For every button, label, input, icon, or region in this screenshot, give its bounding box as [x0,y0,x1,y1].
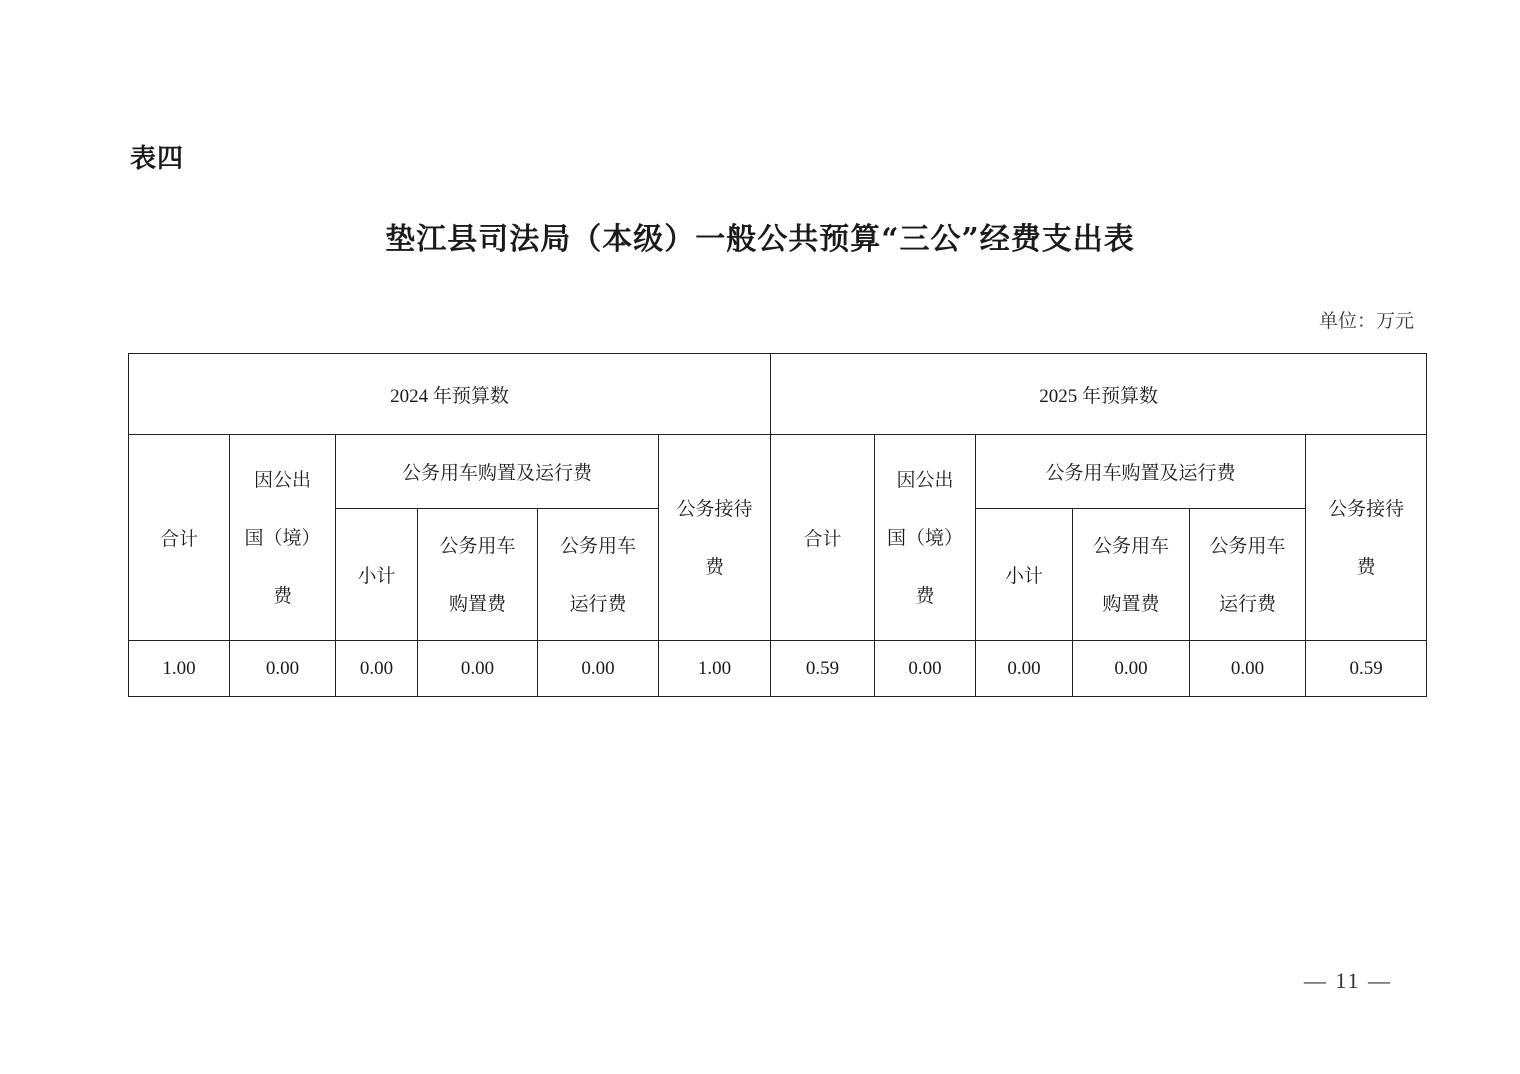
header-purchase-2025 [1073,509,1190,641]
value-abroad-2025: 0.00 [875,641,976,697]
table-label: 表四 [130,144,185,174]
table-row [129,641,1427,697]
header-operation-2025 [1190,509,1306,641]
header-purchase-2024 [418,509,538,641]
year-2024-header: 2024 年预算数 [129,354,771,435]
column-header-row [129,435,1427,509]
header-abroad-line: 因公出 [896,468,954,491]
page-number: — 11 — [1303,968,1392,993]
value-subtotal-2024: 0.00 [336,641,418,697]
header-operation-line: 运行费 [569,592,627,615]
header-purchase-line: 公务用车 [439,534,516,557]
header-abroad-line: 费 [272,584,292,607]
header-reception-line: 公务接待 [1328,497,1405,520]
header-operation-line: 公务用车 [559,534,636,557]
value-subtotal-2025: 0.00 [976,641,1073,697]
header-reception-2025 [1306,435,1427,641]
header-total-2025: 合计 [771,435,875,641]
unit-note: 单位：万元 [1318,310,1414,332]
header-vehicle-group-2024: 公务用车购置及运行费 [336,435,659,509]
header-abroad-2024 [230,435,336,641]
value-operation-2025: 0.00 [1190,641,1306,697]
value-reception-2025: 0.59 [1306,641,1427,697]
header-abroad-2025 [875,435,976,641]
header-subtotal-2025: 小计 [976,509,1073,641]
value-abroad-2024: 0.00 [230,641,336,697]
header-subtotal-2024: 小计 [336,509,418,641]
header-vehicle-group-2025: 公务用车购置及运行费 [976,435,1306,509]
header-abroad-line: 国（境） [887,526,964,549]
header-operation-2024 [538,509,659,641]
value-operation-2024: 0.00 [538,641,659,697]
document-title: 垫江县司法局（本级）一般公共预算“三公”经费支出表 [385,222,1135,257]
value-purchase-2025: 0.00 [1073,641,1190,697]
header-reception-line: 费 [705,555,725,578]
value-total-2025: 0.59 [771,641,875,697]
year-header-row [129,354,1427,435]
header-reception-line: 费 [1356,555,1376,578]
header-reception-2024 [659,435,771,641]
header-operation-line: 公务用车 [1209,534,1286,557]
header-total-2024: 合计 [129,435,230,641]
three-public-expenses-table [128,353,1427,697]
header-purchase-line: 购置费 [1102,592,1160,615]
header-abroad-line: 国（境） [244,526,321,549]
header-purchase-line: 公务用车 [1093,534,1170,557]
header-operation-line: 运行费 [1219,592,1277,615]
value-purchase-2024: 0.00 [418,641,538,697]
header-reception-line: 公务接待 [676,497,753,520]
header-purchase-line: 购置费 [448,592,506,615]
header-abroad-line: 因公出 [253,468,311,491]
value-reception-2024: 1.00 [659,641,771,697]
header-abroad-line: 费 [915,584,935,607]
value-total-2024: 1.00 [129,641,230,697]
year-2025-header: 2025 年预算数 [771,354,1427,435]
